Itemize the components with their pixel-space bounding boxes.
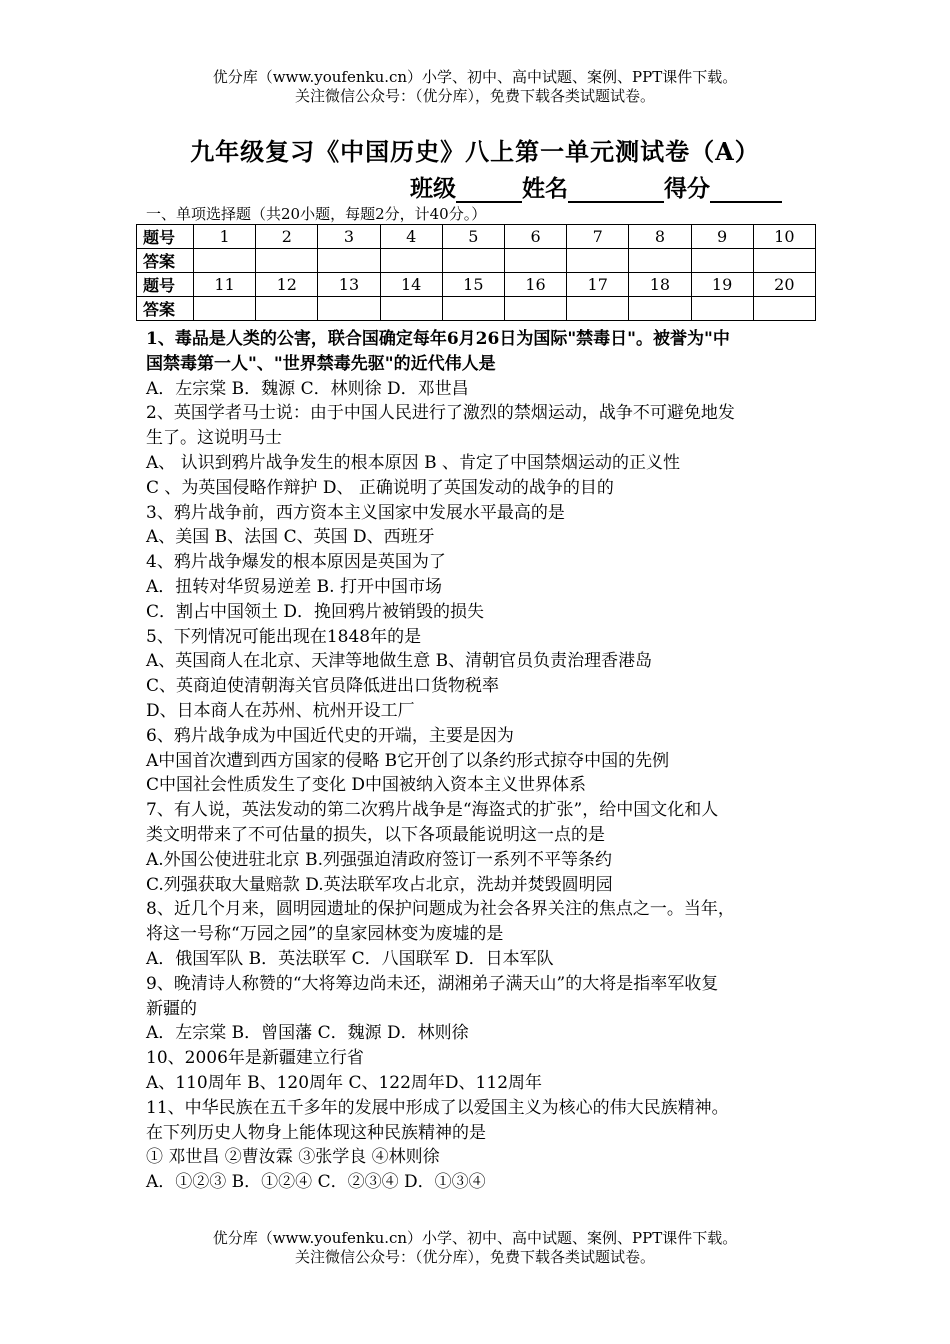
question-options: C．割占中国领土 D．挽回鸦片被销毁的损失 (146, 601, 485, 622)
answer-cell[interactable] (691, 249, 753, 273)
question-options: D、日本商人在苏州、杭州开设工厂 (146, 700, 415, 721)
number-label: 题号 (137, 225, 194, 249)
footer-line-1: 优分库（www.youfenku.cn）小学、初中、高中试题、案例、PPT课件下载。 (212, 1229, 738, 1247)
question-number: 11 (194, 273, 256, 297)
question-list (146, 327, 826, 1195)
answer-table (136, 224, 816, 321)
question-number: 14 (380, 273, 442, 297)
question-options: A、美国 B、法国 C、英国 D、西班牙 (146, 527, 435, 548)
question-text: 4、鸦片战争爆发的根本原因是英国为了 (146, 552, 446, 573)
answer-cell[interactable] (318, 249, 380, 273)
score-label: 得分 (664, 175, 710, 202)
question-options: C 、为英国侵略作辩护 D、 正确说明了英国发动的战争的目的 (146, 477, 614, 498)
question-number: 7 (567, 225, 629, 249)
answer-label: 答案 (137, 249, 194, 273)
question-options: C、英商迫使清朝海关官员降低进出口货物税率 (146, 676, 500, 697)
question-options: A、 认识到鸦片战争发生的根本原因 B 、肯定了中国禁烟运动的正义性 (146, 452, 680, 473)
question-text: 国禁毒第一人"、"世界禁毒先驱"的近代伟人是 (146, 353, 496, 374)
question-number: 13 (318, 273, 380, 297)
question-options: C中国社会性质发生了变化 D中国被纳入资本主义世界体系 (146, 775, 587, 796)
question-text: 11、中华民族在五千多年的发展中形成了以爱国主义为核心的伟大民族精神。 (146, 1097, 729, 1118)
answer-cell[interactable] (504, 297, 566, 321)
question-text: 生了。这说明马士 (146, 428, 282, 449)
student-info (410, 170, 782, 203)
answer-cell[interactable] (691, 297, 753, 321)
question-number: 4 (380, 225, 442, 249)
question-number: 18 (629, 273, 691, 297)
answer-cell[interactable] (504, 249, 566, 273)
section-heading: 一、单项选择题（共20小题，每题2分，计40分。） (146, 205, 487, 223)
answer-cell[interactable] (256, 297, 318, 321)
page-title: 九年级复习《中国历史》八上第一单元测试卷（A） (190, 137, 760, 166)
question-number: 5 (442, 225, 504, 249)
header-line-1: 优分库（www.youfenku.cn）小学、初中、高中试题、案例、PPT课件下载。 (212, 68, 738, 86)
question-options: A．左宗棠 B．魏源 C．林则徐 D．邓世昌 (146, 378, 469, 399)
question-text: 10、2006年是新疆建立行省 (146, 1048, 364, 1069)
answer-row-2 (137, 297, 816, 321)
class-blank[interactable] (456, 177, 522, 203)
question-options: A中国首次遭到西方国家的侵略 B它开创了以条约形式掠夺中国的先例 (146, 750, 670, 771)
question-options: A、110周年 B、120周年 C、122周年D、112周年 (146, 1072, 543, 1093)
name-blank[interactable] (568, 177, 664, 203)
question-number: 2 (256, 225, 318, 249)
question-number: 12 (256, 273, 318, 297)
answer-cell[interactable] (629, 297, 691, 321)
question-number: 6 (504, 225, 566, 249)
question-number: 3 (318, 225, 380, 249)
answer-cell[interactable] (256, 249, 318, 273)
question-number: 8 (629, 225, 691, 249)
question-text: 5、下列情况可能出现在1848年的是 (146, 626, 422, 647)
question-number: 19 (691, 273, 753, 297)
number-label: 题号 (137, 273, 194, 297)
answer-label: 答案 (137, 297, 194, 321)
number-row-2 (137, 273, 816, 297)
header-line-2: 关注微信公众号：（优分库），免费下载各类试题试卷。 (294, 87, 655, 105)
question-text: 6、鸦片战争成为中国近代史的开端，主要是因为 (146, 725, 514, 746)
question-options: ① 邓世昌 ②曹汝霖 ③张学良 ④林则徐 (146, 1147, 440, 1168)
answer-cell[interactable] (629, 249, 691, 273)
question-number: 1 (194, 225, 256, 249)
question-text: 2、英国学者马士说：由于中国人民进行了激烈的禁烟运动，战争不可避免地发 (146, 403, 735, 424)
answer-cell[interactable] (567, 249, 629, 273)
question-options: A．左宗棠 B．曾国藩 C．魏源 D．林则徐 (146, 1023, 469, 1044)
answer-cell[interactable] (380, 249, 442, 273)
name-label: 姓名 (522, 175, 568, 202)
answer-cell[interactable] (442, 297, 504, 321)
answer-cell[interactable] (194, 249, 256, 273)
answer-cell[interactable] (318, 297, 380, 321)
question-number: 16 (504, 273, 566, 297)
question-options: A．①②③ B．①②④ C．②③④ D．①③④ (146, 1172, 486, 1193)
question-text: 类文明带来了不可估量的损失，以下各项最能说明这一点的是 (146, 824, 605, 845)
question-number: 9 (691, 225, 753, 249)
question-text: 9、晚清诗人称赞的“大将筹边尚未还，湖湘弟子满天山”的大将是指率军收复 (146, 973, 719, 994)
question-text: 8、近几个月来，圆明园遗址的保护问题成为社会各界关注的焦点之一。当年， (146, 899, 735, 920)
score-blank[interactable] (710, 177, 782, 203)
question-options: A、英国商人在北京、天津等地做生意 B、清朝官员负责治理香港岛 (146, 651, 653, 672)
question-options: C.列强获取大量赔款 D.英法联军攻占北京，洗劫并焚毁圆明园 (146, 874, 613, 895)
answer-cell[interactable] (442, 249, 504, 273)
question-text: 1、毒品是人类的公害，联合国确定每年6月26日为国际"禁毒日"。被誉为"中 (146, 329, 730, 349)
footer-line-2: 关注微信公众号：（优分库），免费下载各类试题试卷。 (294, 1248, 655, 1266)
question-text: 3、鸦片战争前，西方资本主义国家中发展水平最高的是 (146, 502, 565, 523)
question-number: 15 (442, 273, 504, 297)
class-label: 班级 (410, 175, 456, 202)
question-text: 新疆的 (146, 998, 197, 1019)
question-text: 7、有人说，英法发动的第二次鸦片战争是“海盗式的扩张”，给中国文化和人 (146, 800, 719, 821)
question-text: 在下列历史人物身上能体现这种民族精神的是 (146, 1122, 486, 1143)
question-number: 10 (753, 225, 815, 249)
question-number: 20 (753, 273, 815, 297)
question-text: 将这一号称“万园之园”的皇家园林变为废墟的是 (146, 924, 504, 945)
question-options: A．扭转对华贸易逆差 B. 打开中国市场 (146, 576, 442, 597)
answer-cell[interactable] (380, 297, 442, 321)
question-number: 17 (567, 273, 629, 297)
question-options: A.外国公使进驻北京 B.列强强迫清政府签订一系列不平等条约 (146, 849, 612, 870)
answer-cell[interactable] (753, 297, 815, 321)
answer-cell[interactable] (194, 297, 256, 321)
question-options: A．俄国军队 B．英法联军 C．八国联军 D．日本军队 (146, 948, 554, 969)
number-row-1 (137, 225, 816, 249)
answer-cell[interactable] (567, 297, 629, 321)
answer-cell[interactable] (753, 249, 815, 273)
answer-row-1 (137, 249, 816, 273)
